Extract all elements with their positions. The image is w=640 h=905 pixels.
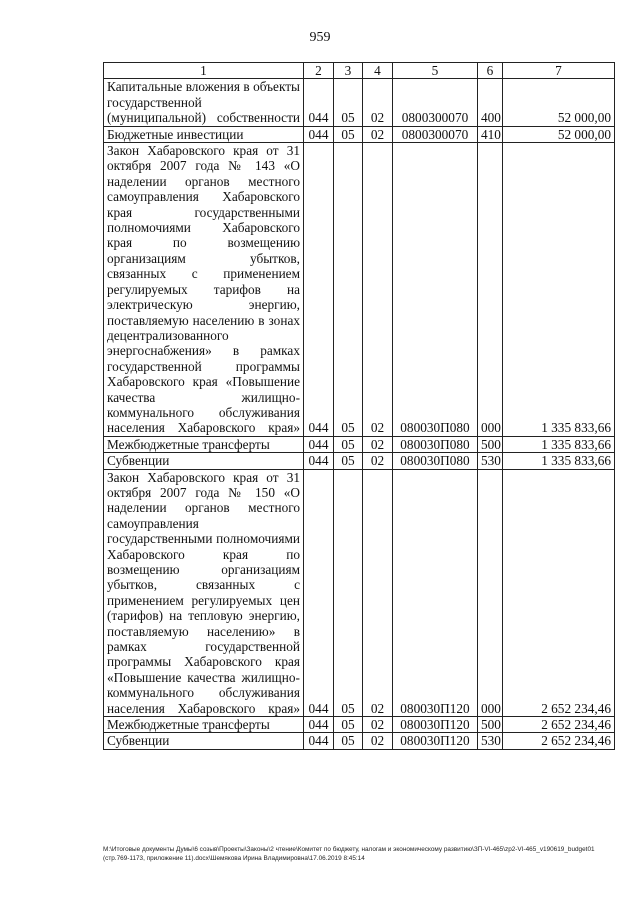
row-name-cell: Бюджетные инвестиции bbox=[104, 126, 304, 142]
row-name-cell: Субвенции bbox=[104, 453, 304, 469]
row-pr-cell: 02 bbox=[363, 436, 393, 452]
table-row bbox=[104, 126, 615, 142]
row-gr-cell: 044 bbox=[304, 436, 334, 452]
row-sum-cell: 52 000,00 bbox=[503, 126, 615, 142]
row-sum-cell: 2 652 234,46 bbox=[503, 733, 615, 749]
page-number: 959 bbox=[309, 30, 331, 45]
table-row bbox=[104, 717, 615, 733]
row-pr-cell: 02 bbox=[363, 453, 393, 469]
row-rz-cell: 05 bbox=[334, 453, 363, 469]
header-cell: 2 bbox=[304, 63, 334, 79]
row-vr-cell: 000 bbox=[478, 143, 503, 437]
row-vr-cell: 500 bbox=[478, 717, 503, 733]
row-csr-cell: 080030П120 bbox=[393, 733, 478, 749]
table-row bbox=[104, 453, 615, 469]
row-rz-cell: 05 bbox=[334, 143, 363, 437]
table-row bbox=[104, 733, 615, 749]
row-sum-cell: 52 000,00 bbox=[503, 79, 615, 126]
document-path-footer: M:\Итоговые документы Думы\6 созыв\Проекты\Законы\2 чтение\Комитет по бюджету, налогам и экономическому развитию\ЗП-VI-465\zp2-VI-465_v190619_budget01 (стр.769-1173, приложение 11).docx\Шемякова Ирина Владимировна\17.06.2019 8:45:14 bbox=[103, 846, 595, 862]
row-sum-cell: 2 652 234,46 bbox=[503, 469, 615, 717]
row-pr-cell: 02 bbox=[363, 143, 393, 437]
row-name-cell: Межбюджетные трансферты bbox=[104, 717, 304, 733]
row-sum-cell: 1 335 833,66 bbox=[503, 143, 615, 437]
row-name-cell: Межбюджетные трансферты bbox=[104, 436, 304, 452]
row-csr-cell: 080030П120 bbox=[393, 469, 478, 717]
row-rz-cell: 05 bbox=[334, 733, 363, 749]
row-rz-cell: 05 bbox=[334, 717, 363, 733]
row-gr-cell: 044 bbox=[304, 126, 334, 142]
header-cell: 6 bbox=[478, 63, 503, 79]
row-rz-cell: 05 bbox=[334, 436, 363, 452]
header-cell: 1 bbox=[104, 63, 304, 79]
row-vr-cell: 500 bbox=[478, 436, 503, 452]
row-name-cell: Субвенции bbox=[104, 733, 304, 749]
row-gr-cell: 044 bbox=[304, 717, 334, 733]
row-vr-cell: 410 bbox=[478, 126, 503, 142]
row-gr-cell: 044 bbox=[304, 453, 334, 469]
row-vr-cell: 530 bbox=[478, 733, 503, 749]
row-pr-cell: 02 bbox=[363, 717, 393, 733]
row-csr-cell: 080030П080 bbox=[393, 436, 478, 452]
row-name-cell: Капитальные вложения в объекты государственной (муниципальной) собственности bbox=[104, 79, 304, 126]
row-pr-cell: 02 bbox=[363, 126, 393, 142]
row-gr-cell: 044 bbox=[304, 733, 334, 749]
row-sum-cell: 2 652 234,46 bbox=[503, 717, 615, 733]
table-row bbox=[104, 143, 615, 437]
row-vr-cell: 530 bbox=[478, 453, 503, 469]
row-csr-cell: 0800300070 bbox=[393, 126, 478, 142]
header-cell: 5 bbox=[393, 63, 478, 79]
row-gr-cell: 044 bbox=[304, 469, 334, 717]
table-row bbox=[104, 469, 615, 717]
row-name-cell: Закон Хабаровского края от 31 октября 2007 года № 143 «О наделении органов местного самоуправления Хабаровского края государственными полномочиями Хабаровского края по возмещению организациям убытков, связанных с применением регулируемых тарифов на электрическую энергию, поставляемую населению в зонах децентрализованного энергоснабжения» в рамках государственной программы Хабаровского края «Повышение качества жилищно-коммунального обслуживания населения Хабаровского края» bbox=[104, 143, 304, 437]
row-rz-cell: 05 bbox=[334, 469, 363, 717]
row-name-cell: Закон Хабаровского края от 31 октября 2007 года № 150 «О наделении органов местного самоуправления государственными полномочиями Хабаровского края по возмещению организациям убытков, связанных с применением регулируемых цен (тарифов) на тепловую энергию, поставляемую населению» в рамках государственной программы Хабаровского края «Повышение качества жилищно-коммунального обслуживания населения Хабаровского края» bbox=[104, 469, 304, 717]
table-header-row bbox=[104, 63, 615, 79]
header-cell: 3 bbox=[334, 63, 363, 79]
row-csr-cell: 080030П120 bbox=[393, 717, 478, 733]
header-cell: 4 bbox=[363, 63, 393, 79]
row-csr-cell: 080030П080 bbox=[393, 453, 478, 469]
table-row bbox=[104, 79, 615, 126]
row-vr-cell: 400 bbox=[478, 79, 503, 126]
header-cell: 7 bbox=[503, 63, 615, 79]
row-pr-cell: 02 bbox=[363, 469, 393, 717]
row-sum-cell: 1 335 833,66 bbox=[503, 453, 615, 469]
row-vr-cell: 000 bbox=[478, 469, 503, 717]
row-pr-cell: 02 bbox=[363, 79, 393, 126]
row-gr-cell: 044 bbox=[304, 143, 334, 437]
row-sum-cell: 1 335 833,66 bbox=[503, 436, 615, 452]
row-csr-cell: 0800300070 bbox=[393, 79, 478, 126]
row-pr-cell: 02 bbox=[363, 733, 393, 749]
budget-table bbox=[103, 62, 615, 750]
row-gr-cell: 044 bbox=[304, 79, 334, 126]
row-csr-cell: 080030П080 bbox=[393, 143, 478, 437]
row-rz-cell: 05 bbox=[334, 126, 363, 142]
table-row bbox=[104, 436, 615, 452]
row-rz-cell: 05 bbox=[334, 79, 363, 126]
